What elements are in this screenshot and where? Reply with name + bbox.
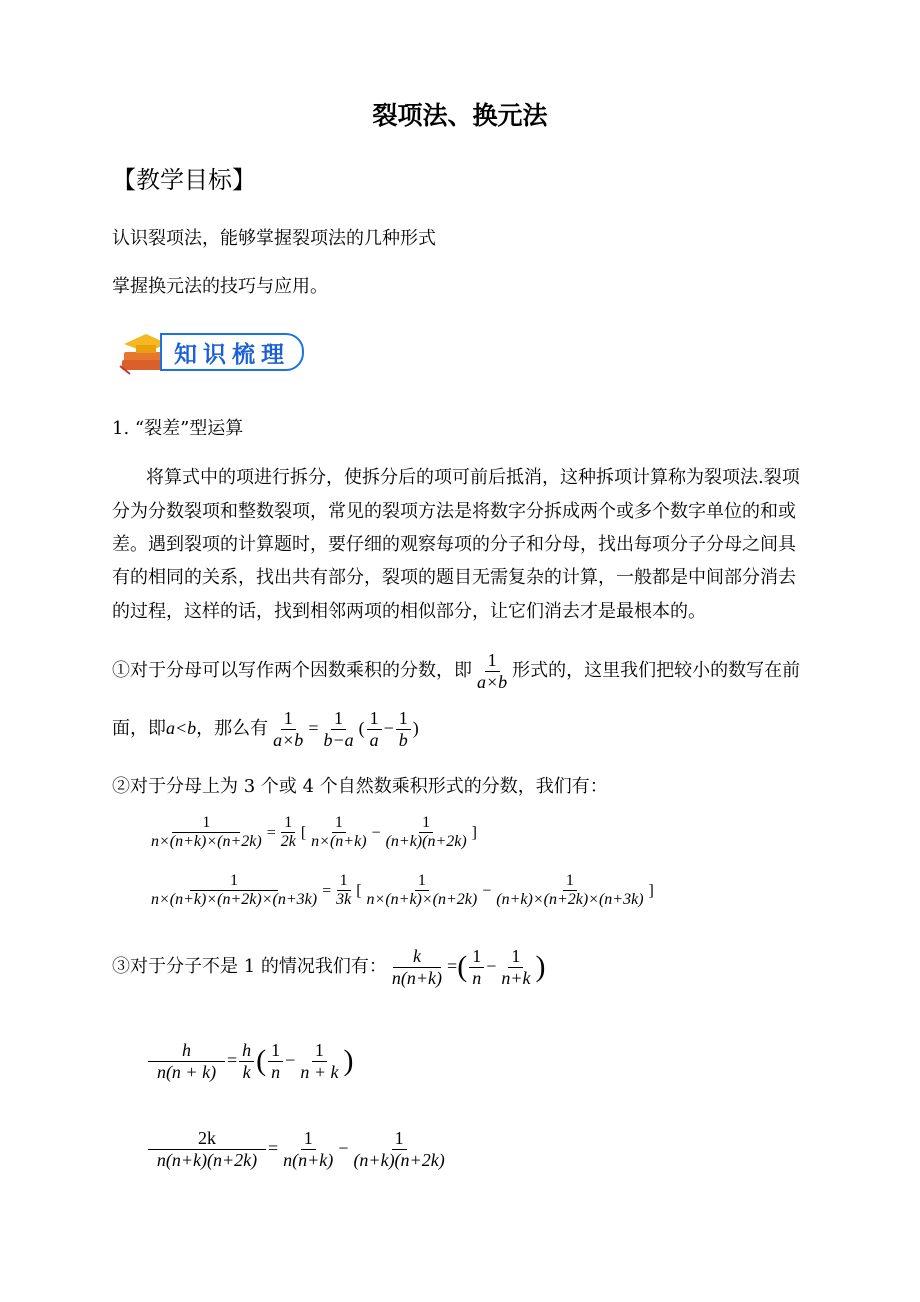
text: 形式的，这里我们把较小的数写在前 bbox=[512, 660, 801, 682]
denominator: a bbox=[369, 729, 379, 750]
numerator: 1 bbox=[485, 650, 500, 672]
numerator: 1 bbox=[268, 1040, 283, 1062]
fraction bbox=[239, 1040, 254, 1082]
fraction bbox=[333, 872, 354, 910]
denominator: b bbox=[398, 729, 408, 750]
denominator: n×(n+k)×(n+2k) bbox=[366, 891, 478, 909]
objectives-heading: 【教学目标】 bbox=[112, 166, 256, 194]
numerator: 2k bbox=[148, 1128, 266, 1150]
denominator: n + k bbox=[300, 1061, 339, 1082]
paragraph-line: 有的相同的关系，找出共有部分，裂项的题目无需复杂的计算，一般都是中间部分消去 bbox=[112, 567, 796, 588]
fraction bbox=[320, 708, 356, 750]
denominator: n+k bbox=[501, 967, 531, 988]
numerator: 1 bbox=[392, 1128, 407, 1150]
formula-2b bbox=[146, 872, 654, 910]
formula-2a bbox=[146, 814, 477, 852]
fraction bbox=[350, 1128, 447, 1170]
minus: − bbox=[486, 956, 497, 977]
numerator: 1 bbox=[508, 946, 523, 968]
bracket: [ bbox=[300, 824, 307, 842]
fraction bbox=[270, 708, 306, 750]
denominator: n(n+k) bbox=[391, 967, 443, 988]
equals: = bbox=[227, 1050, 238, 1071]
item-2-text: ②对于分母上为 3 个或 4 个自然数乘积形式的分数，我们有： bbox=[112, 776, 608, 797]
numerator: 1 bbox=[563, 872, 577, 891]
item-1-line-1 bbox=[112, 650, 800, 692]
fraction bbox=[268, 1040, 283, 1082]
numerator: 1 bbox=[419, 814, 433, 833]
paren: ( bbox=[457, 950, 468, 984]
knowledge-badge bbox=[116, 330, 306, 374]
numerator: 1 bbox=[469, 946, 484, 968]
fraction bbox=[364, 872, 481, 910]
minus: − bbox=[285, 1050, 296, 1071]
paren: ( bbox=[358, 718, 365, 739]
condition: a<b bbox=[166, 718, 197, 739]
fraction bbox=[278, 814, 299, 852]
bracket: [ bbox=[356, 882, 362, 900]
denominator: n(n+k) bbox=[283, 1149, 334, 1170]
item-1-line-2 bbox=[112, 708, 419, 750]
text: ①对于分母可以写作两个因数乘积的分数，即 bbox=[112, 660, 472, 682]
formula-3c bbox=[146, 1128, 450, 1170]
denominator: (n+k)×(n+2k)×(n+3k) bbox=[496, 891, 644, 909]
section-1-title: 1. “裂差”型运算 bbox=[112, 418, 244, 439]
fraction bbox=[474, 650, 510, 692]
minus: − bbox=[338, 1138, 349, 1159]
denominator: a×b bbox=[273, 729, 304, 750]
numerator: 1 bbox=[337, 872, 351, 891]
paragraph-line: 将算式中的项进行拆分，使拆分后的项可前后抵消，这种拆项计算称为裂项法.裂项 bbox=[146, 467, 800, 488]
fraction bbox=[148, 872, 320, 910]
denominator: n(n+k)(n+2k) bbox=[156, 1149, 258, 1170]
denominator: a×b bbox=[477, 671, 508, 692]
numerator: 1 bbox=[415, 872, 429, 891]
paren: ) bbox=[412, 718, 419, 739]
paragraph-line: 分为分数裂项和整数裂项，常见的裂项方法是将数字分拆成两个或多个数字单位的和或 bbox=[112, 501, 796, 522]
bracket: ] bbox=[648, 882, 654, 900]
fraction bbox=[367, 708, 382, 750]
item-3-line bbox=[112, 946, 545, 988]
page-title: 裂项法、换元法 bbox=[372, 101, 548, 130]
equals: = bbox=[447, 956, 458, 977]
numerator: 1 bbox=[281, 708, 296, 730]
denominator: n×(n+k) bbox=[311, 833, 367, 851]
fraction bbox=[148, 1040, 225, 1082]
paragraph-line: 的过程，这样的话，找到相邻两项的相似部分，让它们消去才是最根本的。 bbox=[112, 601, 706, 622]
denominator: 3k bbox=[336, 891, 352, 909]
paren: ) bbox=[535, 950, 546, 984]
item-3-text: ③对于分子不是 1 的情况我们有： bbox=[112, 956, 387, 978]
text: ，那么有 bbox=[196, 718, 269, 740]
paren: ( bbox=[256, 1044, 267, 1078]
fraction bbox=[469, 946, 484, 988]
fraction bbox=[498, 946, 533, 988]
denominator: k bbox=[242, 1061, 251, 1082]
numerator: 1 bbox=[367, 708, 382, 730]
text: 面，即 bbox=[112, 718, 166, 740]
denominator: n bbox=[271, 1061, 281, 1082]
paragraph-line: 差。遇到裂项的计算题时，要仔细的观察每项的分子和分母，找出每项分子分母之间具 bbox=[112, 534, 796, 555]
numerator: 1 bbox=[312, 1040, 327, 1062]
numerator: 1 bbox=[301, 1128, 316, 1150]
objective-2: 掌握换元法的技巧与应用。 bbox=[112, 276, 328, 297]
fraction bbox=[396, 708, 411, 750]
denominator: 2k bbox=[280, 833, 296, 851]
numerator: 1 bbox=[172, 814, 240, 833]
equals: = bbox=[268, 1138, 279, 1159]
numerator: 1 bbox=[281, 814, 295, 833]
equals: = bbox=[322, 882, 332, 900]
numerator: h bbox=[148, 1040, 225, 1062]
fraction bbox=[148, 814, 265, 852]
numerator: k bbox=[393, 946, 441, 968]
numerator: h bbox=[239, 1040, 254, 1062]
numerator: 1 bbox=[332, 814, 346, 833]
denominator: n×(n+k)×(n+2k)×(n+3k) bbox=[151, 891, 318, 909]
fraction bbox=[389, 946, 445, 988]
fraction bbox=[297, 1040, 341, 1082]
denominator: (n+k)(n+2k) bbox=[385, 833, 467, 851]
fraction bbox=[280, 1128, 336, 1170]
numerator: 1 bbox=[331, 708, 346, 730]
fraction bbox=[383, 814, 470, 852]
equals: = bbox=[308, 718, 319, 739]
denominator: n×(n+k)×(n+2k) bbox=[151, 833, 262, 851]
fraction bbox=[493, 872, 646, 910]
denominator: n(n + k) bbox=[156, 1061, 217, 1082]
numerator: 1 bbox=[396, 708, 411, 730]
minus: − bbox=[482, 882, 492, 900]
objective-1: 认识裂项法，能够掌握裂项法的几种形式 bbox=[112, 228, 436, 249]
fraction bbox=[148, 1128, 266, 1170]
badge-label: 知识梳理 bbox=[174, 342, 290, 368]
denominator: (n+k)(n+2k) bbox=[353, 1149, 445, 1170]
minus: − bbox=[371, 824, 381, 842]
denominator: b−a bbox=[323, 729, 354, 750]
formula-3b bbox=[146, 1040, 353, 1082]
numerator: 1 bbox=[190, 872, 278, 891]
paren: ) bbox=[343, 1044, 354, 1078]
denominator: n bbox=[472, 967, 482, 988]
fraction bbox=[308, 814, 369, 852]
bracket: ] bbox=[471, 824, 477, 842]
minus: − bbox=[383, 718, 394, 739]
equals: = bbox=[266, 824, 276, 842]
